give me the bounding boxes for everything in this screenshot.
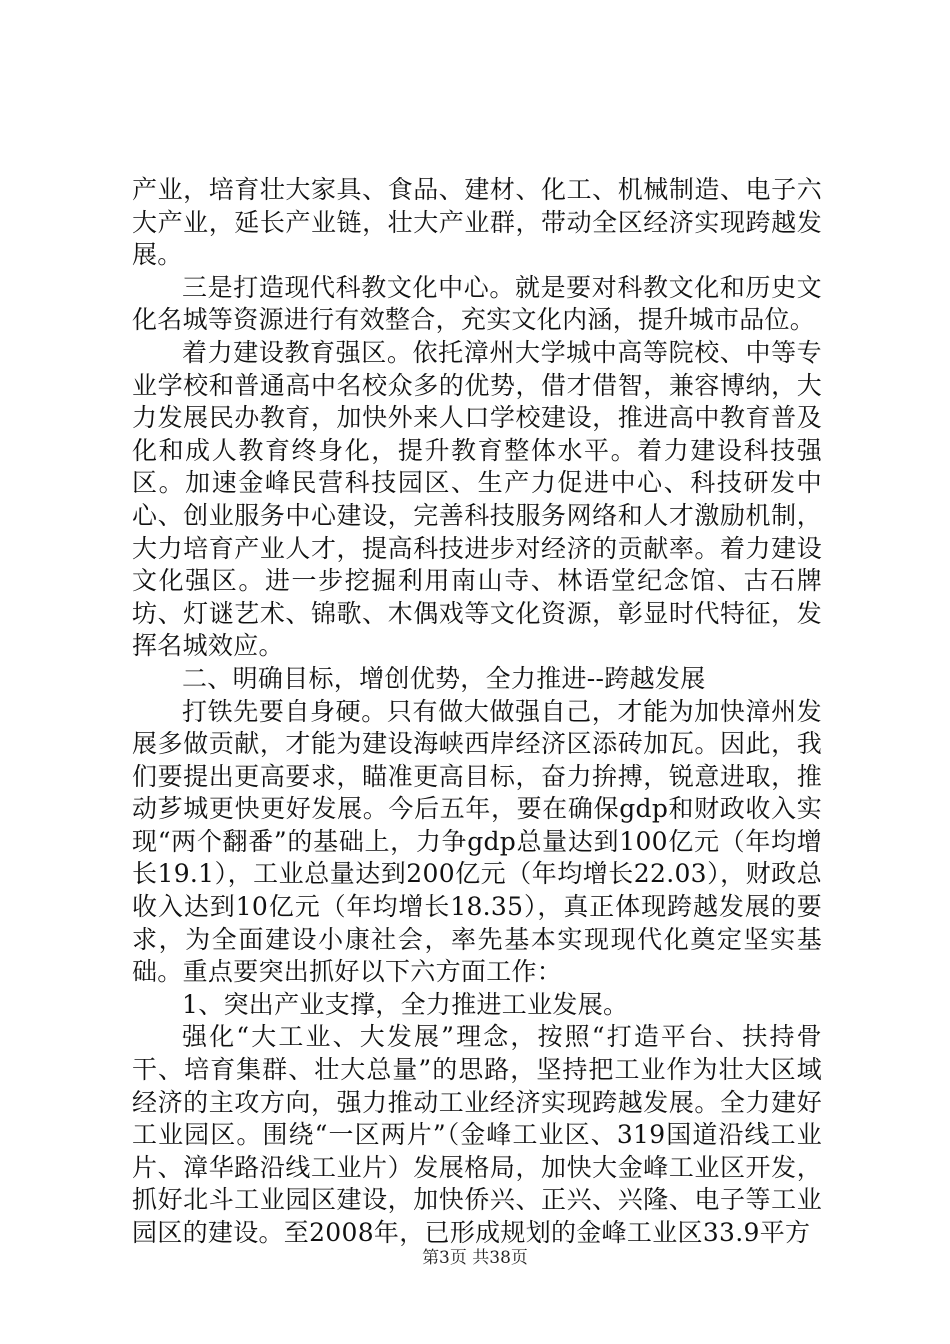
- paragraph-1: 产业，培育壮大家具、食品、建材、化工、机械制造、电子六大产业，延长产业链，壮大产业群，带动全区经济实现跨越发展。: [132, 175, 822, 270]
- subsection-heading: 1、突出产业支撑，全力推进工业发展。: [182, 989, 629, 1019]
- document-body: [132, 174, 822, 1250]
- paragraph-5: 打铁先要自身硬。只有做大做强自己，才能为加快漳州发展多做贡献，才能为建设海峡西岸经济区添砖加瓦。因此，我们要提出更高要求，瞄准更高目标，奋力拚搏，锐意进取，推动芗城更快更好发展。今后五年，要在确保gdp和财政收入实现“两个翻番”的基础上，力争gdp总量达到100亿元（年均增长19.1），工业总量达到200亿元（年均增长22.03），财政总收入达到10亿元（年均增长18.35），真正体现跨越发展的要求，为全面建设小康社会，率先基本实现现代化奠定坚实基础。重点要突出抓好以下六方面工作：: [132, 696, 822, 987]
- paragraph-2: 三是打造现代科教文化中心。就是要对科教文化和历史文化名城等资源进行有效整合，充实文化内涵，提升城市品位。: [132, 272, 822, 335]
- section-heading: 二、明确目标，增创优势，全力推进--跨越发展: [182, 663, 706, 693]
- paragraph-3: 着力建设教育强区。依托漳州大学城中高等院校、中等专业学校和普通高中名校众多的优势，借才借智，兼容博纳，大力发展民办教育，加快外来人口学校建设，推进高中教育普及化和成人教育终身化，提升教育整体水平。着力建设科技强区。加速金峰民营科技园区、生产力促进中心、科技研发中心、创业服务中心建设，完善科技服务网络和人才激励机制，大力培育产业人才，提高科技进步对经济的贡献率。着力建设文化强区。进一步挖掘利用南山寺、林语堂纪念馆、古石牌坊、灯谜艺术、锦歌、木偶戏等文化资源，彰显时代特征，发挥名城效应。: [132, 337, 822, 661]
- paragraph-7: 强化“大工业、大发展”理念，按照“打造平台、扶持骨干、培育集群、壮大总量”的思路，坚持把工业作为壮大区域经济的主攻方向，强力推动工业经济实现跨越发展。全力建好工业园区。围绕“一区两片”（金峰工业区、319国道沿线工业片、漳华路沿线工业片）发展格局，加快大金峰工业区开发，抓好北斗工业园区建设，加快侨兴、正兴、兴隆、电子等工业园区的建设。至2008年，已形成规划的金峰工业区33.9平方: [132, 1022, 822, 1247]
- page-number: 第3页 共38页: [422, 1248, 528, 1268]
